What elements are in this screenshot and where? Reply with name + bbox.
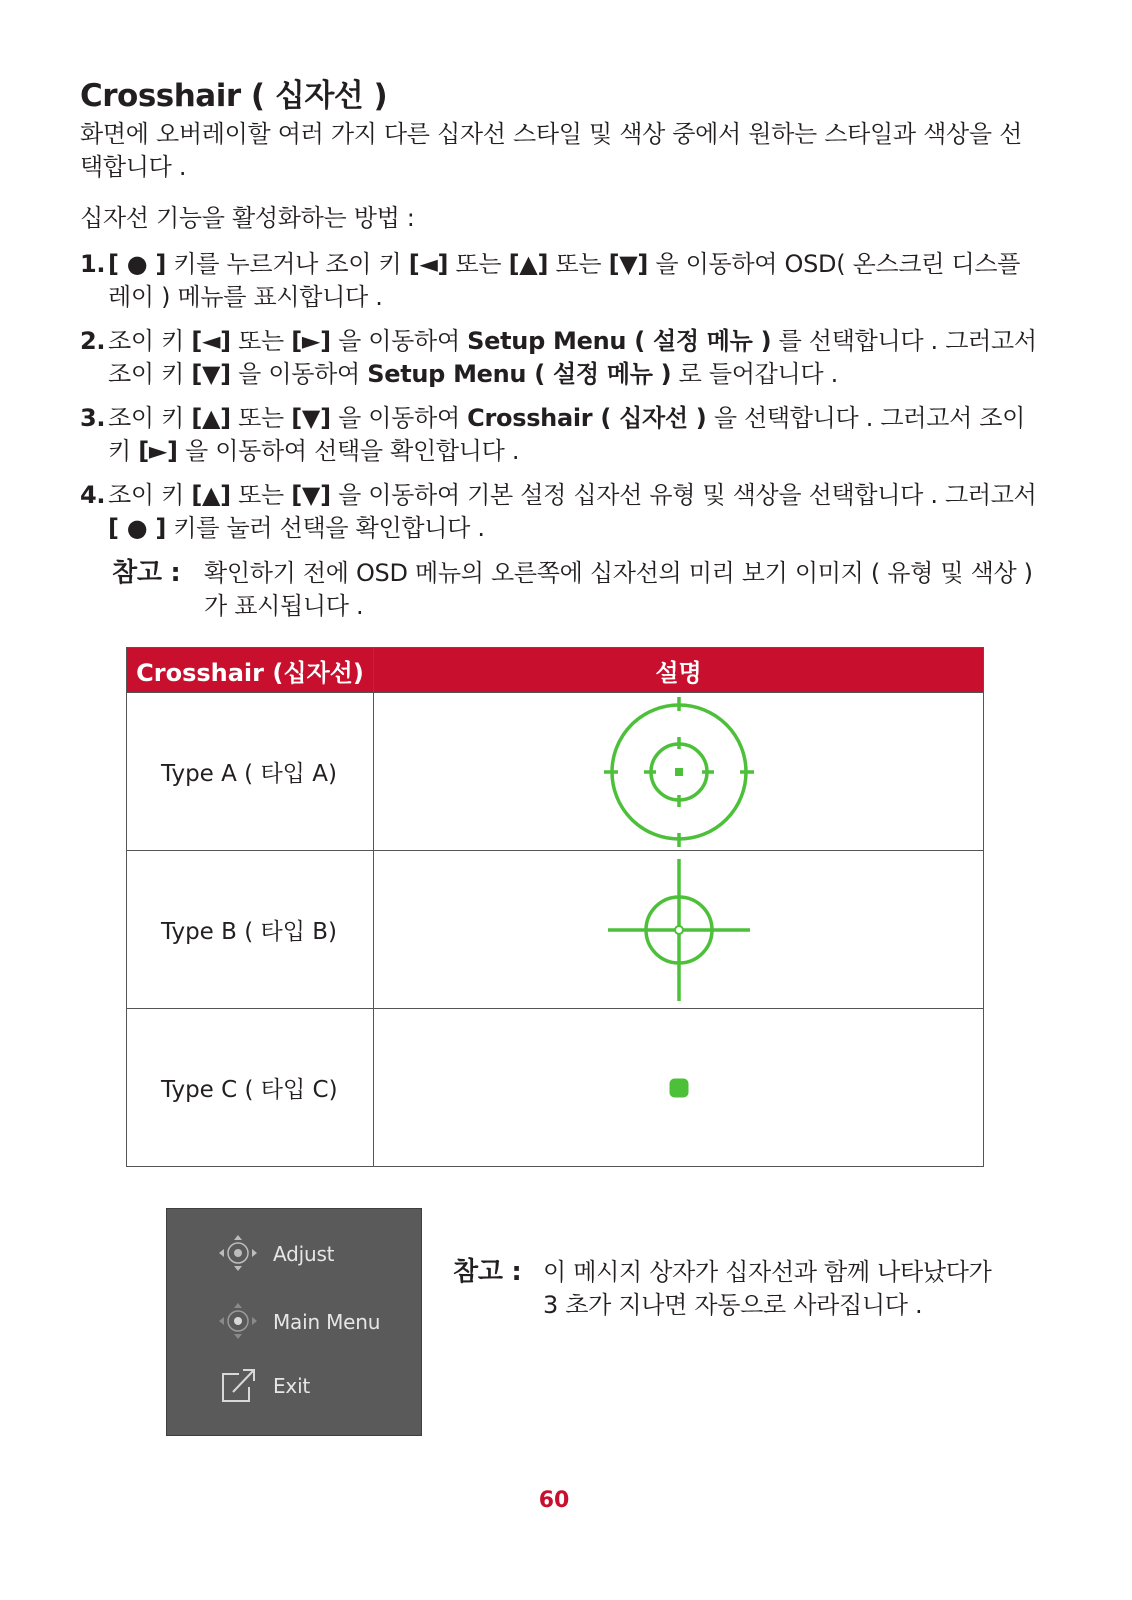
table-row — [127, 693, 984, 851]
menu-name: Crosshair ( 십자선 ) — [467, 404, 707, 432]
osd-label-exit: Exit — [273, 1374, 311, 1398]
note-text: 확인하기 전에 OSD 메뉴의 오른쪽에 십자선의 미리 보기 이미지 ( 유형 및 색상 ) 가 표시됩니다 . — [204, 559, 1033, 620]
osd-message-box — [166, 1208, 422, 1436]
key-down: [▼] — [191, 360, 231, 388]
key-right: [►] — [291, 327, 331, 355]
osd-item-adjust[interactable] — [215, 1233, 415, 1273]
key-left: [◄] — [408, 250, 449, 278]
table-row — [127, 851, 984, 1009]
key-ok: [ ● ] — [108, 250, 167, 278]
exit-icon — [215, 1365, 261, 1411]
menu-name: Setup Menu ( 설정 메뉴 ) — [367, 360, 672, 388]
note-text: 이 메시지 상자가 십자선과 함께 나타났다가 3 초가 지나면 자동으로 사라집니다 . — [543, 1258, 992, 1319]
menu-name: Setup Menu ( 설정 메뉴 ) — [467, 327, 772, 355]
key-right: [►] — [138, 437, 178, 465]
header-description: 설명 — [374, 648, 984, 693]
crosshair-preview — [374, 693, 984, 851]
table-row — [127, 1009, 984, 1167]
note-preview — [112, 557, 1042, 623]
type-label: Type B ( 타입 B) — [127, 851, 374, 1009]
joystick-icon — [215, 1233, 261, 1279]
step-text: 조이 키 [▲] 또는 [▼] 을 이동하여 Crosshair ( 십자선 ) 을 선택합니다 . 그러고서 조이 키 [►] 을 이동하여 선택을 확인합니다 . — [108, 404, 1026, 465]
step-number: 3. — [80, 404, 106, 432]
step-2 — [80, 325, 1040, 391]
key-up: [▲] — [191, 481, 231, 509]
step-number: 1. — [80, 250, 106, 278]
note-label: 참고 : — [453, 1257, 522, 1287]
step-number: 4. — [80, 481, 106, 509]
type-label: Type A ( 타입 A) — [127, 693, 374, 851]
intro-paragraph: 화면에 오버레이할 여러 가지 다른 십자선 스타일 및 색상 중에서 원하는 스타일과 색상을 선택합니다 . — [80, 120, 1022, 181]
crosshair-table — [126, 647, 984, 1167]
note-label: 참고 : — [112, 558, 181, 588]
key-down: [▼] — [291, 481, 331, 509]
type-label: Type C ( 타입 C) — [127, 1009, 374, 1167]
crosshair-type-a-icon — [604, 697, 754, 847]
crosshair-type-b-icon — [604, 855, 754, 1005]
step-text: 조이 키 [◄] 또는 [►] 을 이동하여 Setup Menu ( 설정 메뉴 ) 를 선택합니다 . 그러고서 조이 키 [▼] 을 이동하여 Setup Menu ( 설정 메뉴 ) 로 들어갑니다 . — [108, 327, 1037, 388]
note-message-box — [453, 1256, 1013, 1322]
crosshair-preview — [374, 851, 984, 1009]
osd-item-exit[interactable] — [215, 1365, 415, 1405]
key-up: [▲] — [508, 250, 549, 278]
key-ok: [ ● ] — [108, 514, 167, 542]
step-text: 조이 키 [▲] 또는 [▼] 을 이동하여 기본 설정 십자선 유형 및 색상을 선택합니다 . 그러고서 [ ● ] 키를 눌러 선택을 확인합니다 . — [108, 481, 1037, 542]
crosshair-type-c-icon — [604, 1013, 754, 1163]
osd-item-main-menu[interactable] — [215, 1301, 415, 1341]
page-number: 60 — [538, 1488, 570, 1513]
key-down: [▼] — [608, 250, 649, 278]
step-4 — [80, 479, 1040, 545]
crosshair-preview — [374, 1009, 984, 1167]
step-number: 2. — [80, 327, 106, 355]
joystick-press-icon — [215, 1301, 261, 1347]
header-crosshair: Crosshair (십자선) — [127, 648, 374, 693]
howto-heading: 십자선 기능을 활성화하는 방법 : — [80, 204, 415, 232]
key-up: [▲] — [191, 404, 231, 432]
key-left: [◄] — [191, 327, 231, 355]
osd-label-main-menu: Main Menu — [273, 1310, 381, 1334]
osd-label-adjust: Adjust — [273, 1242, 335, 1266]
key-down: [▼] — [291, 404, 331, 432]
step-text: [ ● ] 키를 누르거나 조이 키 [◄] 또는 [▲] 또는 [▼] 을 이동하여 OSD( 온스크린 디스플레이 ) 메뉴를 표시합니다 . — [108, 250, 1021, 311]
step-3 — [80, 402, 1040, 468]
step-1 — [80, 248, 1040, 314]
page-title: Crosshair ( 십자선 ) — [80, 78, 388, 114]
